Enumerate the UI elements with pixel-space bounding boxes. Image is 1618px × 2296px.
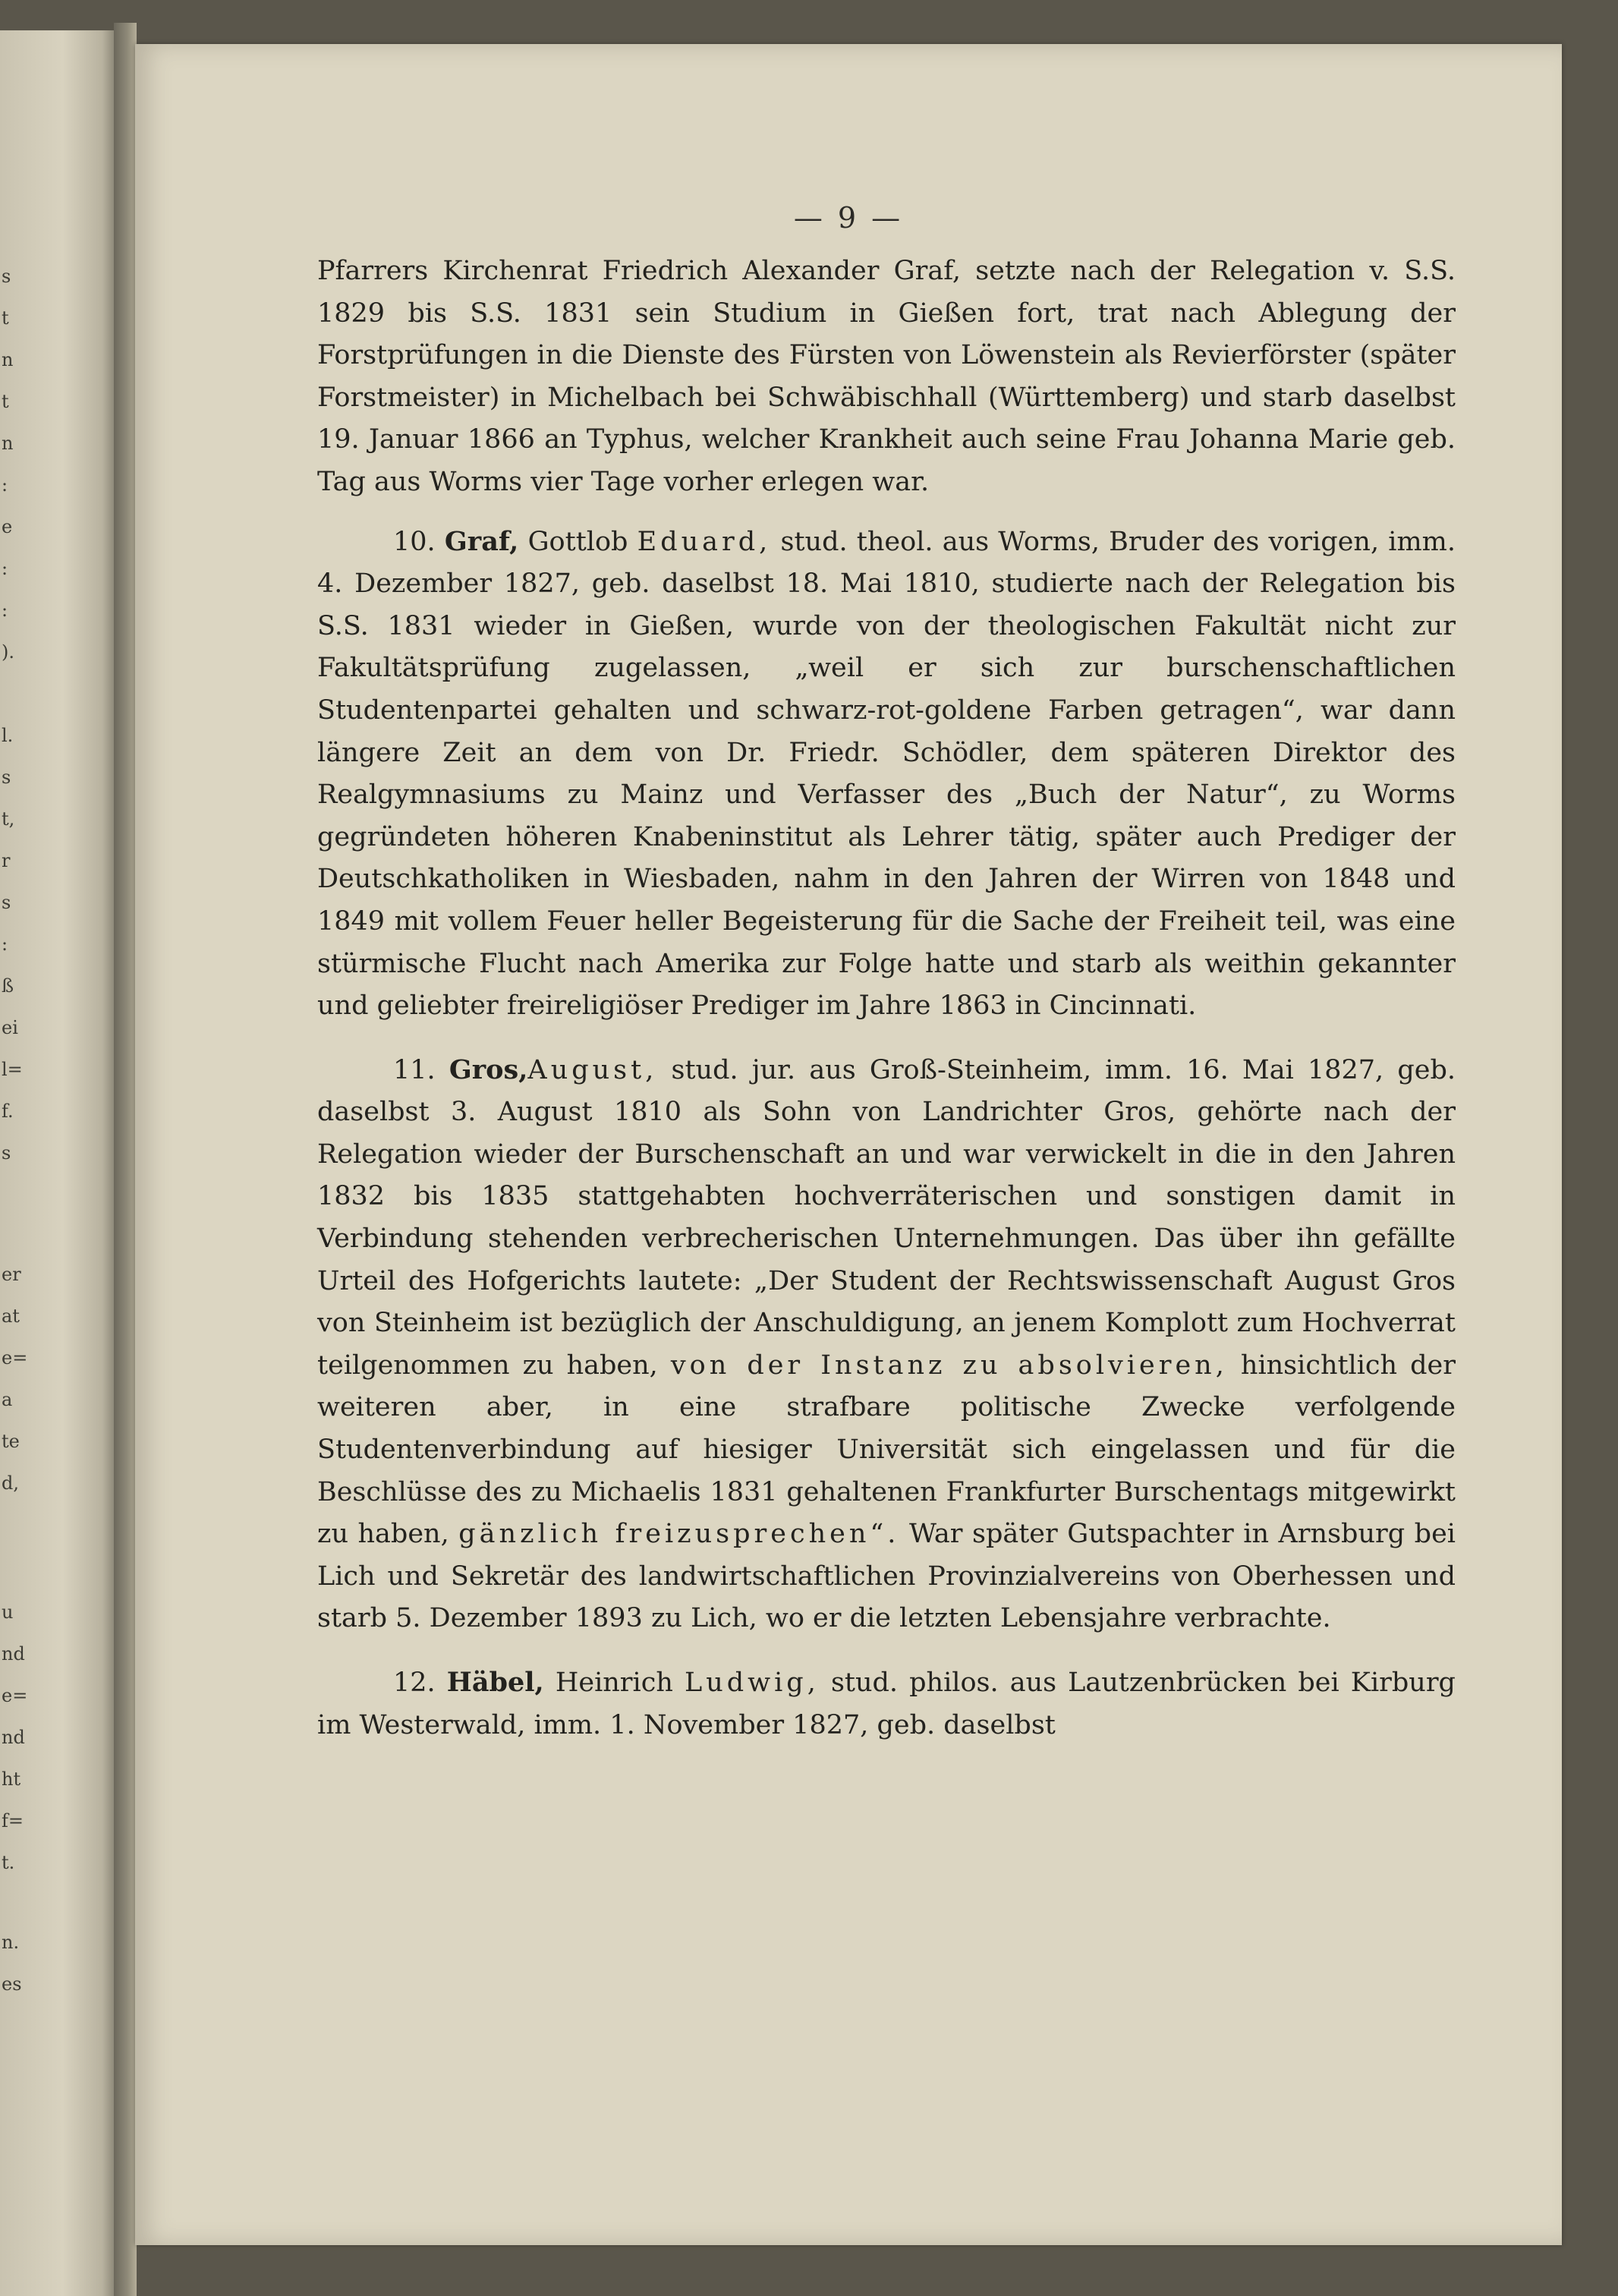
- facing-page-fragment: at: [2, 1305, 20, 1327]
- facing-page-fragment: ei: [2, 1017, 18, 1038]
- entry-text: hinsichtlich der weiteren aber, in eine strafbare politische Zwecke verfolgende Studentenverbindung auf hiesiger Universität sich eingelassen und für die Beschlüsse des zu Michaelis 1831 gehaltenen Frankfurter Burschentags mitgewirkt zu haben,: [317, 1350, 1456, 1550]
- entry-surname: Gros,: [449, 1054, 528, 1085]
- facing-page-fragment: n.: [2, 1932, 20, 1953]
- facing-page-fragment: l.: [2, 725, 14, 746]
- facing-page-fragment: ).: [2, 641, 14, 663]
- page-number: — 9 —: [793, 201, 904, 235]
- entry-given-name: Heinrich: [555, 1668, 673, 1698]
- entry-number: 11.: [393, 1054, 436, 1085]
- entry-text: stud. theol. aus Worms, Bruder des vorigen, imm. 4. Dezember 1827, geb. daselbst 18. Mai 1810, studierte nach der Relegation bis S.S. 1831 wieder in Gießen, wurde von der theologischen Fakultät nicht zur Fakultätsprüfung zugelassen, „weil er sich zur burschenschaftlichen Studentenpartei gehalten und schwarz-rot-goldene Farben getragen“, war dann längere Zeit an dem von Dr. Friedr. Schödler, dem späteren Direktor des Realgymnasiums zu Mainz und Verfasser des „Buch der Natur“, zu Worms gegründeten höheren Knabeninstitut als Lehrer tätig, später auch Prediger der Deutschkatholiken in Wiesbaden, nahm in den Jahren der Wirren von 1848 und 1849 mit vollem Feuer heller Begeisterung für die Sache der Freiheit teil, was eine stürmische Flucht nach Amerika zur Folge hatte und starb als weithin gekannter und geliebter freireligiöser Prediger im Jahre 1863 in Cincinnati.: [317, 526, 1456, 1022]
- facing-page-fragment: e=: [2, 1347, 28, 1368]
- facing-page-fragment: :: [2, 558, 8, 579]
- facing-page-fragment: e=: [2, 1685, 28, 1706]
- facing-page-fragment: u: [2, 1602, 14, 1623]
- facing-page-fragment: n: [2, 349, 14, 370]
- facing-page-fragment: s: [2, 892, 11, 913]
- entry-surname: Häbel,: [446, 1667, 544, 1698]
- facing-page-fragment: r: [2, 850, 11, 871]
- facing-page-fragment: ht: [2, 1768, 21, 1790]
- facing-page-fragment: er: [2, 1264, 21, 1285]
- facing-page-fragment: s: [2, 767, 11, 788]
- facing-page-fragment: ß: [2, 975, 14, 997]
- facing-page-fragment: es: [2, 1973, 22, 1995]
- facing-page-fragment: s: [2, 266, 11, 287]
- facing-page-fragment: nd: [2, 1643, 25, 1665]
- entry-surname: Graf,: [444, 525, 519, 557]
- facing-page-fragment: :: [2, 474, 8, 496]
- page-body: [317, 250, 1456, 1768]
- facing-page-fragment: f=: [2, 1810, 24, 1831]
- facing-page-fragment: a: [2, 1389, 13, 1410]
- entry-12: [317, 1661, 1456, 1746]
- entry-given-name-spaced: Ludwig,: [684, 1668, 820, 1698]
- facing-page-fragment: l=: [2, 1059, 23, 1080]
- book-page: [135, 44, 1562, 2245]
- entry-text: stud. philos. aus Lautzenbrücken bei Kirburg im Westerwald, imm. 1. November 1827, geb. daselbst: [317, 1668, 1456, 1740]
- entry-11: [317, 1049, 1456, 1640]
- entry-text: War später Gutspachter in Arnsburg bei Lich und Sekretär des landwirtschaftlichen Provinzialvereins von Oberhessen und starb 5. Dezember 1893 zu Lich, wo er die letzten Lebensjahre verbrachte.: [317, 1519, 1456, 1634]
- facing-page-fragment: :: [2, 934, 8, 955]
- facing-page-fragment: :: [2, 600, 8, 621]
- continued-paragraph: Pfarrers Kirchenrat Friedrich Alexander Graf, setzte nach der Relegation v. S.S. 1829 bis S.S. 1831 sein Studium in Gießen fort, trat nach Ablegung der Forstprüfungen in die Dienste des Fürsten von Löwenstein als Revierförster (später Forstmeister) in Michelbach bei Schwäbischhall (Württemberg) und starb daselbst 19. Januar 1866 an Typhus, welcher Krankheit auch seine Frau Johanna Marie geb. Tag aus Worms vier Tage vorher erlegen war.: [317, 256, 1456, 497]
- entry-10: [317, 521, 1456, 1028]
- facing-page-fragment: t,: [2, 808, 15, 830]
- entry-emphasis: von der Instanz zu absolvieren,: [670, 1350, 1228, 1381]
- facing-page-fragment: t: [2, 307, 9, 329]
- facing-page-fragment: nd: [2, 1727, 25, 1748]
- entry-text: stud. jur. aus Groß-Steinheim, imm. 16. Mai 1827, geb. daselbst 3. August 1810 als Sohn von Landrichter Gros, gehörte nach der Relegation wieder der Burschenschaft an und war verwickelt in die in den Jahren 1832 bis 1835 stattgehabten hochverräterischen und sonstigen damit in Verbindung stehenden verbrecherischen Unternehmungen. Das über ihn gefällte Urteil des Hofgerichts lautete: „Der Student der Rechtswissenschaft August Gros von Steinheim ist bezüglich der Anschuldigung, an jenem Komplott zum Hochverrat teilgenommen zu haben,: [317, 1054, 1456, 1381]
- facing-page-fragment: d,: [2, 1472, 19, 1494]
- entry-number: 12.: [393, 1668, 436, 1698]
- entry-given-name-spaced: Eduard,: [637, 526, 772, 557]
- facing-page-edge: [0, 30, 114, 2296]
- facing-page-fragment: s: [2, 1142, 11, 1164]
- entry-emphasis: gänzlich freizusprechen“.: [458, 1519, 900, 1550]
- facing-page-fragment: t.: [2, 1852, 15, 1873]
- entry-given-name: Gottlob: [527, 526, 628, 557]
- facing-page-fragment: t: [2, 391, 9, 412]
- book-gutter: [114, 23, 137, 2296]
- entry-given-name-spaced: August,: [527, 1054, 658, 1085]
- entry-number: 10.: [393, 526, 436, 557]
- facing-page-fragment: te: [2, 1431, 20, 1452]
- facing-page-fragment: n: [2, 433, 14, 454]
- facing-page-fragment: f.: [2, 1101, 14, 1122]
- facing-page-fragment: e: [2, 516, 13, 537]
